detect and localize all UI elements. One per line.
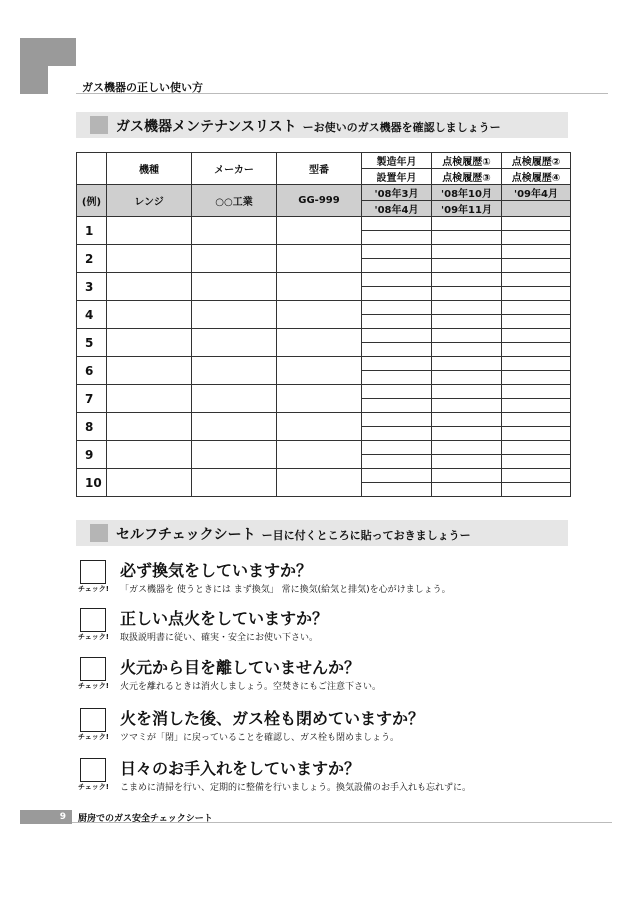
check-title: 火を消した後、ガス栓も閉めていますか？ — [120, 709, 425, 728]
table-cell — [502, 399, 571, 413]
table-cell — [192, 413, 277, 441]
table-cell — [107, 441, 192, 469]
header-insp2: 点検履歴② — [502, 153, 571, 169]
table-cell — [277, 301, 362, 329]
check-box[interactable] — [80, 657, 106, 681]
selfcheck-section-bar — [76, 520, 568, 546]
check-label: チェック! — [78, 783, 109, 791]
row-number: 5 — [77, 329, 107, 357]
table-cell — [502, 357, 571, 371]
table-cell — [432, 441, 502, 455]
table-cell — [362, 315, 432, 329]
page-number: 9 — [20, 810, 72, 824]
table-cell — [432, 413, 502, 427]
table-cell — [362, 273, 432, 287]
row-number: 7 — [77, 385, 107, 413]
table-cell — [502, 315, 571, 329]
check-description: 火元を離れるときは消火しましょう。空焚きにもご注意下さい。 — [120, 682, 382, 692]
table-cell — [192, 245, 277, 273]
table-cell — [107, 469, 192, 497]
row-number: 8 — [77, 413, 107, 441]
header-blank-cell — [77, 153, 107, 185]
table-cell — [362, 427, 432, 441]
table-cell — [502, 217, 571, 231]
header-install-date: 設置年月 — [362, 169, 432, 185]
table-cell — [432, 427, 502, 441]
maintenance-title-text: ガス機器メンテナンスリスト — [116, 119, 297, 135]
page-header-title: ガス機器の正しい使い方 — [82, 81, 203, 94]
selfcheck-title-text: セルフチェックシート — [116, 527, 256, 543]
check-label: チェック! — [78, 633, 109, 641]
table-cell — [432, 273, 502, 287]
table-cell — [107, 217, 192, 245]
table-cell — [432, 245, 502, 259]
table-cell — [192, 301, 277, 329]
table-cell — [432, 217, 502, 231]
table-cell — [192, 385, 277, 413]
table-cell — [502, 287, 571, 301]
check-box[interactable] — [80, 608, 106, 632]
example-type: レンジ — [107, 185, 192, 217]
section-square-icon — [90, 524, 108, 542]
table-cell — [277, 385, 362, 413]
table-cell — [192, 441, 277, 469]
maintenance-section-bar — [76, 112, 568, 138]
table-body — [77, 217, 571, 497]
example-insp1: '08年10月 — [432, 185, 502, 201]
table-cell — [432, 329, 502, 343]
table-cell — [432, 357, 502, 371]
table-cell — [502, 343, 571, 357]
example-insp3: '09年11月 — [432, 201, 502, 217]
table-cell — [107, 329, 192, 357]
table-cell — [362, 217, 432, 231]
check-title: 正しい点火をしていますか？ — [120, 609, 329, 628]
example-insp4 — [502, 201, 571, 217]
table-row — [77, 385, 571, 399]
check-title: 火元から目を離していませんか？ — [120, 658, 361, 677]
row-number: 6 — [77, 357, 107, 385]
table-cell — [502, 371, 571, 385]
table-row — [77, 441, 571, 455]
table-cell — [432, 371, 502, 385]
table-cell — [277, 217, 362, 245]
table-cell — [362, 371, 432, 385]
table-cell — [362, 343, 432, 357]
check-title: 必ず換気をしていますか？ — [120, 561, 313, 580]
table-cell — [362, 357, 432, 371]
row-number: 1 — [77, 217, 107, 245]
example-maker: ○○工業 — [192, 185, 277, 217]
selfcheck-title — [116, 524, 471, 544]
footer-title: 厨房でのガス安全チェックシート — [78, 814, 213, 824]
table-cell — [502, 413, 571, 427]
table-cell — [277, 273, 362, 301]
header-maker: メーカー — [192, 153, 277, 185]
table-cell — [107, 273, 192, 301]
header-model: 型番 — [277, 153, 362, 185]
table-cell — [107, 245, 192, 273]
table-cell — [502, 273, 571, 287]
example-insp2: '09年4月 — [502, 185, 571, 201]
table-cell — [362, 483, 432, 497]
table-cell — [432, 315, 502, 329]
table-row — [77, 469, 571, 483]
selfcheck-subtitle: ー目に付くところに貼っておきましょうー — [261, 529, 471, 542]
example-install-date: '08年4月 — [362, 201, 432, 217]
table-cell — [432, 231, 502, 245]
table-cell — [432, 259, 502, 273]
table-cell — [502, 483, 571, 497]
table-row — [77, 329, 571, 343]
table-cell — [362, 385, 432, 399]
example-row — [77, 185, 571, 201]
table-row — [77, 413, 571, 427]
example-label: (例) — [77, 185, 107, 217]
table-cell — [362, 245, 432, 259]
table-cell — [107, 357, 192, 385]
table-cell — [502, 385, 571, 399]
table-cell — [107, 385, 192, 413]
maintenance-title — [116, 116, 501, 136]
table-cell — [432, 399, 502, 413]
table-cell — [107, 301, 192, 329]
table-cell — [432, 483, 502, 497]
table-cell — [502, 329, 571, 343]
header-mfg-date: 製造年月 — [362, 153, 432, 169]
table-cell — [362, 231, 432, 245]
table-row — [77, 357, 571, 371]
check-description: 取扱説明書に従い、確実・安全にお使い下さい。 — [120, 633, 319, 643]
table-cell — [192, 217, 277, 245]
table-cell — [502, 245, 571, 259]
check-label: チェック! — [78, 682, 109, 690]
table-cell — [107, 413, 192, 441]
table-row — [77, 301, 571, 315]
table-row — [77, 245, 571, 259]
table-cell — [502, 469, 571, 483]
table-cell — [362, 329, 432, 343]
table-cell — [432, 455, 502, 469]
row-number: 10 — [77, 469, 107, 497]
table-cell — [432, 343, 502, 357]
table-cell — [277, 413, 362, 441]
check-description: こまめに清掃を行い、定期的に整備を行いましょう。換気設備のお手入れも忘れずに。 — [120, 783, 472, 793]
table-cell — [277, 469, 362, 497]
check-box[interactable] — [80, 758, 106, 782]
table-row — [77, 217, 571, 231]
header-insp1: 点検履歴① — [432, 153, 502, 169]
table-cell — [502, 455, 571, 469]
table-cell — [432, 301, 502, 315]
table-cell — [192, 469, 277, 497]
table-cell — [192, 329, 277, 357]
table-row — [77, 273, 571, 287]
example-model: GG-999 — [277, 185, 362, 217]
table-cell — [362, 455, 432, 469]
maintenance-subtitle: ーお使いのガス機器を確認しましょうー — [302, 121, 501, 134]
row-number: 4 — [77, 301, 107, 329]
table-cell — [362, 413, 432, 427]
table-cell — [362, 399, 432, 413]
maintenance-table — [76, 152, 571, 497]
table-cell — [362, 301, 432, 315]
row-number: 3 — [77, 273, 107, 301]
check-box[interactable] — [80, 560, 106, 584]
section-square-icon — [90, 116, 108, 134]
row-number: 2 — [77, 245, 107, 273]
table-cell — [502, 441, 571, 455]
table-cell — [432, 287, 502, 301]
corner-decoration-inner — [48, 66, 76, 94]
table-cell — [502, 231, 571, 245]
header-type: 機種 — [107, 153, 192, 185]
table-cell — [277, 245, 362, 273]
table-cell — [502, 301, 571, 315]
check-label: チェック! — [78, 585, 109, 593]
table-cell — [277, 329, 362, 357]
check-description: ツマミが「閉」に戻っていることを確認し、ガス栓も閉めましょう。 — [120, 733, 400, 743]
check-label: チェック! — [78, 733, 109, 741]
table-header-row — [77, 153, 571, 169]
table-cell — [362, 259, 432, 273]
table-cell — [192, 357, 277, 385]
example-mfg-date: '08年3月 — [362, 185, 432, 201]
table-cell — [362, 287, 432, 301]
check-box[interactable] — [80, 708, 106, 732]
table-cell — [502, 427, 571, 441]
table-cell — [432, 385, 502, 399]
header-insp4: 点検履歴④ — [502, 169, 571, 185]
table-cell — [277, 357, 362, 385]
header-insp3: 点検履歴③ — [432, 169, 502, 185]
table-cell — [362, 441, 432, 455]
table-cell — [192, 273, 277, 301]
check-description: 「ガス機器を 使うときには まず換気」 常に換気(給気と排気)を心がけましょう。 — [120, 585, 451, 595]
table-cell — [432, 469, 502, 483]
table-cell — [277, 441, 362, 469]
row-number: 9 — [77, 441, 107, 469]
table-cell — [362, 469, 432, 483]
table-cell — [502, 259, 571, 273]
check-title: 日々のお手入れをしていますか？ — [120, 759, 361, 778]
